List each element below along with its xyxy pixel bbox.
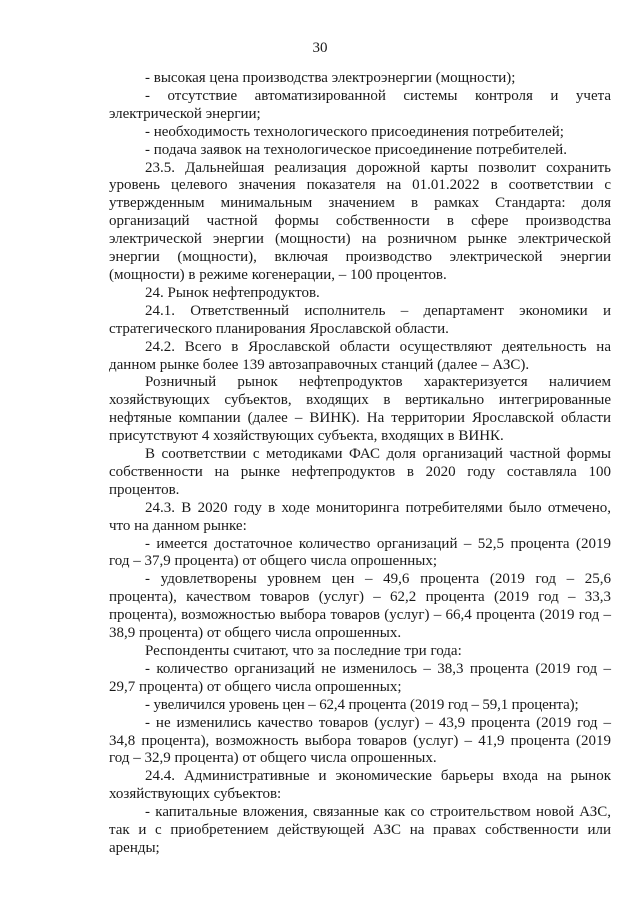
list-item: - высокая цена производства электроэнергии (мощности); [145, 70, 516, 86]
list-item: - количество организаций не изменилось – 38,3 процента (2019 год – 29,7 процента) от общего числа опрошенных; [109, 660, 611, 695]
list-item: - удовлетворены уровнем цен – 49,6 процента (2019 год – 25,6 процента), качеством товаров (услуг) – 62,2 процента (2019 год – 33,3 процента), возможностью выбора товаров (услуг) – 66,4 процента (2019 год – 38,9 процента) от общего числа опрошенных. [109, 571, 611, 642]
paragraph: В соответствии с методиками ФАС доля организаций частной формы собственности на рынке нефтепродуктов в 2020 году составляла 100 процентов. [109, 446, 611, 498]
list-item: - отсутствие автоматизированной системы контроля и учета электрической энергии; [109, 87, 611, 122]
paragraph: 24.2. Всего в Ярославской области осуществляют деятельность на данном рынке более 139 автозаправочных станций (далее – АЗС). [109, 338, 611, 373]
document-body [109, 70, 611, 858]
list-item: - увеличился уровень цен – 62,4 процента (2019 год – 59,1 процента); [145, 696, 579, 713]
paragraph: 24.3. В 2020 году в ходе мониторинга потребителями было отмечено, что на данном рынке: [109, 499, 611, 534]
list-item: - не изменились качество товаров (услуг) – 43,9 процента (2019 год – 34,8 процента), возможность выбора товаров (услуг) – 41,9 процента (2019 год – 32,9 процента) от общего числа опрошенных. [109, 714, 611, 767]
paragraph: 24.4. Административные и экономические барьеры входа на рынок хозяйствующих субъектов: [109, 768, 611, 803]
paragraph: Розничный рынок нефтепродуктов характеризуется наличием хозяйствующих субъектов, входящих в вертикально интегрированные нефтяные компании (далее – ВИНК). На территории Ярославской области присутствуют 4 хозяйствующих субъекта, входящих в ВИНК. [109, 374, 611, 445]
list-item: - капитальные вложения, связанные как со строительством новой АЗС, так и с приобретением действующей АЗС на правах собственности или аренды; [109, 804, 611, 856]
paragraph: Респонденты считают, что за последние три года: [145, 643, 462, 659]
list-item: - необходимость технологического присоединения потребителей; [145, 123, 564, 140]
list-item: - подача заявок на технологическое присоединение потребителей. [145, 141, 567, 158]
list-item: - имеется достаточное количество организаций – 52,5 процента (2019 год – 37,9 процента) от общего числа опрошенных; [109, 535, 611, 570]
paragraph: 24.1. Ответственный исполнитель – департамент экономики и стратегического планирования Ярославской области. [109, 302, 611, 337]
paragraph: 23.5. Дальнейшая реализация дорожной карты позволит сохранить уровень целевого значения показателя на 01.01.2022 в соответствии с утвержденным минимальным значением в рамках Стандарта: доля организаций частной формы собственности в сфере производства электрической энергии (мощности) на розничном рынке электрической энергии (мощности), включая производство электрической энергии (мощности) в режиме когенерации, – 100 процентов. [109, 159, 611, 283]
page-number: 30 [312, 40, 328, 56]
section-heading: 24. Рынок нефтепродуктов. [145, 284, 320, 301]
